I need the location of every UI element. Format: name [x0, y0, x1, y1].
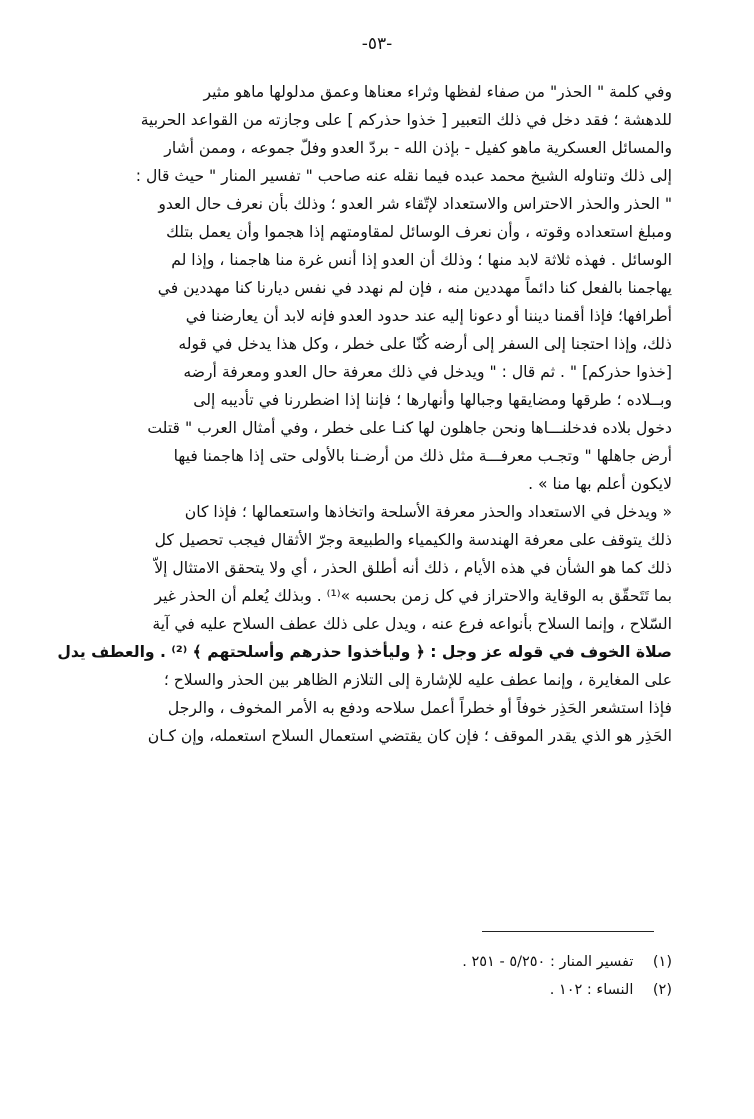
text-line: للدهشة ؛ فقد دخل في ذلك التعبير [ خذوا حذركم ] على وجازته من القواعد الحربية: [140, 111, 672, 129]
text-line: ومبلغ استعداده وقوته ، وأن نعرف الوسائل لمقاومتهم إذا هجموا وأن يعمل بتلك: [166, 223, 672, 241]
text-line: السّلاح ، وإنما السلاح بأنواعه فرع عنه ، ويدل على ذلك عطف السلاح عليه في آية: [152, 615, 672, 633]
text-line: أرض جاهلها " وتجـب معرفـــة مثل ذلك من أرضـنا بالأولى حتى إذا هاجمنا فيها: [173, 447, 672, 465]
text-line: صلاة الخوف في قوله عز وجل : ﴿ وليأخذوا حذرهم وأسلحتهم ﴾ ⁽²⁾ . والعطف يدل: [57, 643, 672, 661]
text-line: [خذوا حذركم] " . ثم قال : " ويدخل في ذلك معرفة حال العدو ومعرفة أرضه: [183, 363, 672, 381]
text-line: ذلك، وإذا احتجنا إلى السفر إلى أرضه كُنّا على خطر ، وكل هذا يدخل في قوله: [178, 335, 672, 353]
footnote-item: [92, 976, 672, 1004]
text-line: « ويدخل في الاستعداد والحذر معرفة الأسلحة واتخاذها واستعمالها ؛ فإذا كان: [184, 503, 672, 521]
text-line: فإذا استشعر الحَذِر خوفاً أو خطراً أعمل سلاحه ودفع به الأمر المخوف ، والرجل: [167, 699, 672, 717]
text-line: بما تَتَحقّق به الوقاية والاحتراز في كل زمن بحسبه »⁽¹⁾ . وبذلك يُعلم أن الحذر غير: [154, 587, 672, 605]
footnotes: [92, 948, 672, 1004]
text-line: وفي كلمة " الحذر" من صفاء لفظها وثراء معناها وعمق مدلولها ماهو مثير: [203, 83, 672, 101]
footnote-number: (٢): [652, 982, 672, 998]
body-text: [57, 78, 672, 750]
text-line: على المغايرة ، وإنما عطف عليه للإشارة إلى التلازم الظاهر بين الحذر والسلاح ؛: [163, 671, 672, 689]
text-line: والمسائل العسكرية ماهو كفيل - بإذن الله - بردّ العدو وفلّ جموعه ، وممن أشار: [164, 139, 672, 157]
text-line: لايكون أعلم بها منا » .: [528, 475, 672, 493]
footnote-text: النساء : ١٠٢ .: [549, 982, 634, 998]
text-line: " الحذر والحذر الاحتراس والاستعداد لإتّقاء شر العدو ؛ وذلك بأن نعرف حال العدو: [158, 195, 672, 213]
text-line: إلى ذلك وتناوله الشيخ محمد عبده فيما نقله عنه صاحب " تفسير المنار " حيث قال :: [135, 167, 672, 185]
text-line: الحَذِر هو الذي يقدر الموقف ؛ فإن كان يقتضي استعمال السلاح استعمله، وإن كـان: [147, 727, 672, 745]
footnote-number: (١): [652, 954, 672, 970]
text-line: دخول بلاده فدخلنـــاها ونحن جاهلون لها كنـا على خطر ، وفي أمثال العرب " قتلت: [147, 419, 672, 437]
page-number: -٥٣-: [361, 34, 393, 54]
footnote-text: تفسير المنار : ٥/٢٥٠ - ٢٥١ .: [462, 954, 634, 970]
text-line: وبــلاده ؛ طرقها ومضايقها وجبالها وأنهارها ؛ فإننا إذا اضطررنا في تأديبه إلى: [193, 391, 672, 409]
text-line: يهاجمنا بالفعل كنا دائماً مهددين منه ، فإن لم نهدد في نفس ديارنا كنا مهددين في: [157, 279, 672, 297]
text-line: ذلك يتوقف على معرفة الهندسة والكيمياء والطبيعة وجرّ الأثقال فيجب تحصيل كل: [154, 531, 672, 549]
text-line: الوسائل . فهذه ثلاثة لابد منها ؛ وذلك أن العدو إذا أنس غرة منا هاجمنا ، وإذا لم: [171, 251, 672, 269]
text-line: ذلك كما هو الشأن في هذه الأيام ، ذلك أنه أطلق الحذر ، أي ولا يتحقق الامتثال إلاّ: [154, 559, 672, 577]
footnote-item: [92, 948, 672, 976]
text-line: أطرافها؛ فإذا أقمنا ديننا أو دعونا إليه عند حدود العدو فإنه لابد أن يعارضنا في: [185, 307, 672, 325]
footnote-divider: [482, 931, 654, 932]
